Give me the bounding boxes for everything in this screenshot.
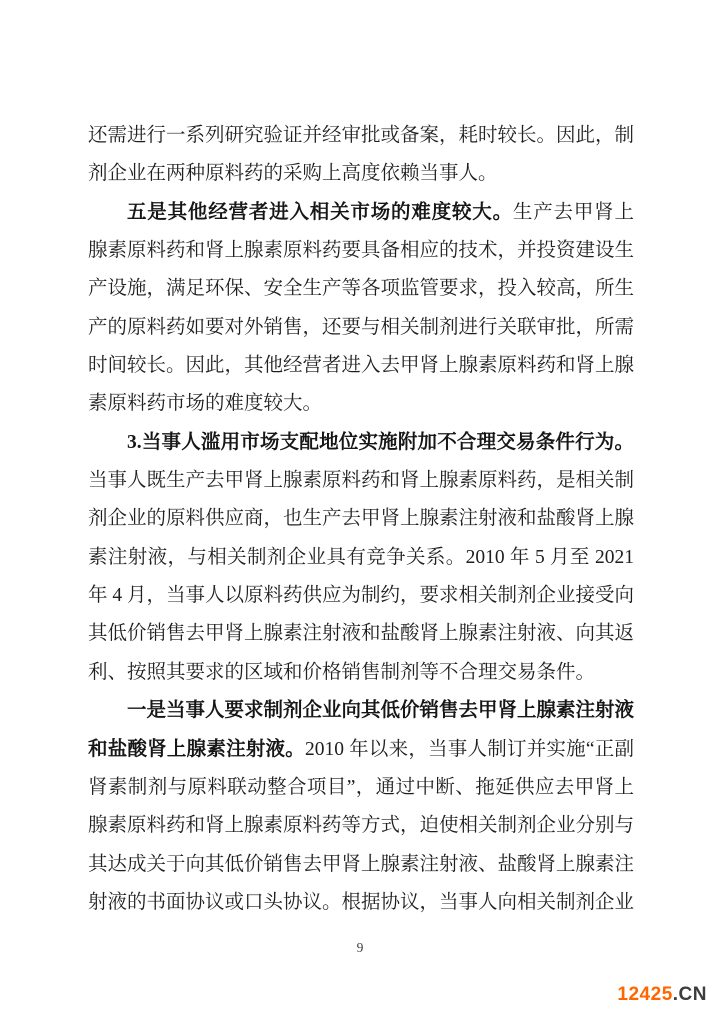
watermark-suffix: .CN — [672, 984, 707, 1005]
watermark — [617, 984, 707, 1006]
paragraph-item-3 — [88, 424, 634, 692]
paragraph-text: 2010 年以来，当事人制订并实施“正副肾素制剂与原料联动整合项目”，通过中断、拖延供应去甲肾上腺素原料药和肾上腺素原料药等方式，迫使相关制剂企业分别与其达成关于向其低价销售去甲肾上腺素注射液、盐酸肾上腺素注射液的书面协议或口头协议。根据协议，当事人向相关制剂企业 — [88, 738, 635, 913]
paragraph-text: 生产去甲肾上腺素原料药和肾上腺素原料药要具备相应的技术，并投资建设生产设施，满足环保、安全生产等各项监管要求，投入较高，所生产的原料药如要对外销售，还要与相关制剂进行关联审批，所需时间较长。因此，其他经营者进入去甲肾上腺素原料药和肾上腺素原料药市场的难度较大。 — [88, 201, 635, 415]
page-number: 9 — [356, 940, 364, 955]
paragraph-bold-lead: 一是当事人要求制剂企业向其低价销售去甲肾上腺素注射液和盐酸肾上腺素注射液。 — [88, 700, 635, 760]
paragraph-text: 还需进行一系列研究验证并经审批或备案，耗时较长。因此，制剂企业在两种原料药的采购上高度依赖当事人。 — [88, 125, 635, 185]
paragraph-bold-lead: 3.当事人滥用市场支配地位实施附加不合理交易条件行为。 — [127, 431, 634, 453]
paragraph-point-five — [88, 194, 634, 424]
paragraph-point-one — [88, 692, 634, 922]
paragraph-text: 当事人既生产去甲肾上腺素原料药和肾上腺素原料药，是相关制剂企业的原料供应商，也生产去甲肾上腺素注射液和盐酸肾上腺素注射液，与相关制剂企业具有竞争关系。2010 年 5 月至 2021 年 4 月，当事人以原料药供应为制约，要求相关制剂企业接受向其低价销售去甲肾上腺素注射液和盐酸肾上腺素注射液、向其返利、按照其要求的区域和价格销售制剂等不合理交易条件。 — [88, 470, 635, 683]
paragraph-continuation — [88, 117, 634, 194]
document-body — [88, 117, 634, 922]
paragraph-bold-lead: 五是其他经营者进入相关市场的难度较大。 — [127, 201, 513, 223]
watermark-prefix: 12425 — [617, 984, 673, 1005]
